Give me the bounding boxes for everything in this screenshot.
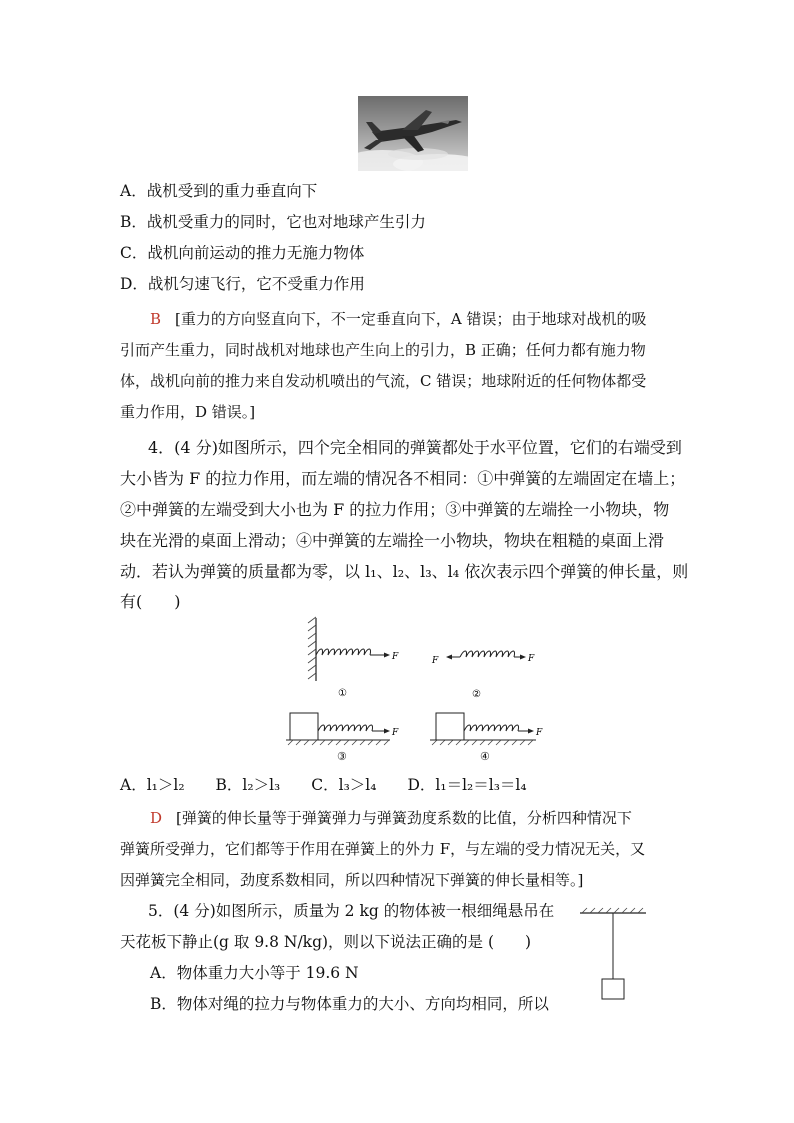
spring-panel-2 bbox=[431, 651, 535, 700]
q4-stem-1: 4．(4 分)如图所示，四个完全相同的弹簧都处于水平位置，它们的右端受到 bbox=[148, 438, 682, 457]
q3-explanation-2: 引而产生重力，同时战机对地球也产生向上的引力，B 正确；任何力都有施力物 bbox=[120, 341, 646, 359]
q4-answer-key: D bbox=[150, 809, 163, 827]
q3-option-d: D．战机匀速飞行，它不受重力作用 bbox=[120, 275, 365, 293]
q5-option-b: B．物体对绳的拉力与物体重力的大小、方向均相同，所以 bbox=[150, 995, 549, 1013]
label-f-3: F bbox=[528, 654, 535, 664]
q3-explanation-4: 重力作用，D 错误。] bbox=[120, 403, 256, 421]
q4-explanation-2: 弹簧所受弹力，它们都等于作用在弹簧上的外力 F，与左端的受力情况无关，又 bbox=[120, 840, 646, 858]
q3-explanation-1: [重力的方向竖直向下，不一定垂直向下，A 错误；由于地球对战机的吸 bbox=[175, 310, 647, 328]
q4-explanation-1: [弹簧的伸长量等于弹簧弹力与弹簧劲度系数的比值，分析四种情况下 bbox=[176, 809, 632, 827]
q4-options: A．l₁＞l₂ B．l₂＞l₃ C．l₃＞l₄ D．l₁＝l₂＝l₃＝l₄ bbox=[120, 776, 527, 794]
q4-stem-3: ②中弹簧的左端受到大小也为 F 的拉力作用；③中弹簧的左端拴一小物块，物 bbox=[120, 500, 670, 519]
spring-panel-4 bbox=[430, 713, 543, 745]
label-circle-1: ① bbox=[338, 688, 347, 699]
spring-panel-1 bbox=[308, 617, 399, 699]
q4-stem-5: 动．若认为弹簧的质量都为零，以 l₁、l₂、l₃、l₄ 依次表示四个弹簧的伸长量，则 bbox=[120, 562, 689, 581]
q3-option-b: B．战机受重力的同时，它也对地球产生引力 bbox=[120, 213, 426, 231]
spring-panel-3 bbox=[286, 713, 399, 740]
label-f-2: F bbox=[432, 656, 439, 666]
q3-option-c: C．战机向前运动的推力无施力物体 bbox=[120, 244, 365, 262]
label-f-5: F bbox=[536, 728, 543, 738]
q3-explanation-3: 体，战机向前的推力来自发动机喷出的气流，C 错误；地球附近的任何物体都受 bbox=[120, 372, 647, 390]
spring-diagram bbox=[280, 613, 550, 748]
q4-stem-6: 有( ) bbox=[120, 592, 181, 611]
q4-explanation-3: 因弹簧完全相同，劲度系数相同，所以四种情况下弹簧的伸长量相等。] bbox=[120, 871, 584, 889]
hanging-mass-diagram bbox=[578, 903, 650, 1003]
label-f-1: F bbox=[392, 652, 399, 662]
fighter-jet-image bbox=[358, 96, 468, 171]
table-hatching-3 bbox=[288, 740, 389, 745]
q5-stem-1: 5．(4 分)如图所示，质量为 2 kg 的物体被一根细绳悬吊在 bbox=[148, 902, 555, 920]
label-f-4: F bbox=[392, 728, 399, 738]
q3-answer-line-1 bbox=[150, 309, 647, 329]
q4-stem-2: 大小皆为 F 的拉力作用，而左端的情况各不相同：①中弹簧的左端固定在墙上； bbox=[120, 469, 686, 488]
label-circle-2: ② bbox=[472, 689, 481, 700]
q3-option-a: A．战机受到的重力垂直向下 bbox=[120, 182, 318, 200]
label-circle-4: ④ bbox=[480, 750, 490, 763]
q4-answer-line-1 bbox=[150, 808, 632, 828]
q4-stem-4: 块在光滑的桌面上滑动；④中弹簧的左端拴一小物块，物块在粗糙的桌面上滑 bbox=[120, 531, 665, 550]
q3-answer-key: B bbox=[150, 310, 162, 328]
label-circle-3: ③ bbox=[337, 750, 347, 763]
q5-stem-2: 天花板下静止(g 取 9.8 N/kg)，则以下说法正确的是 ( ) bbox=[120, 933, 532, 951]
q5-option-a: A．物体重力大小等于 19.6 N bbox=[150, 964, 359, 982]
